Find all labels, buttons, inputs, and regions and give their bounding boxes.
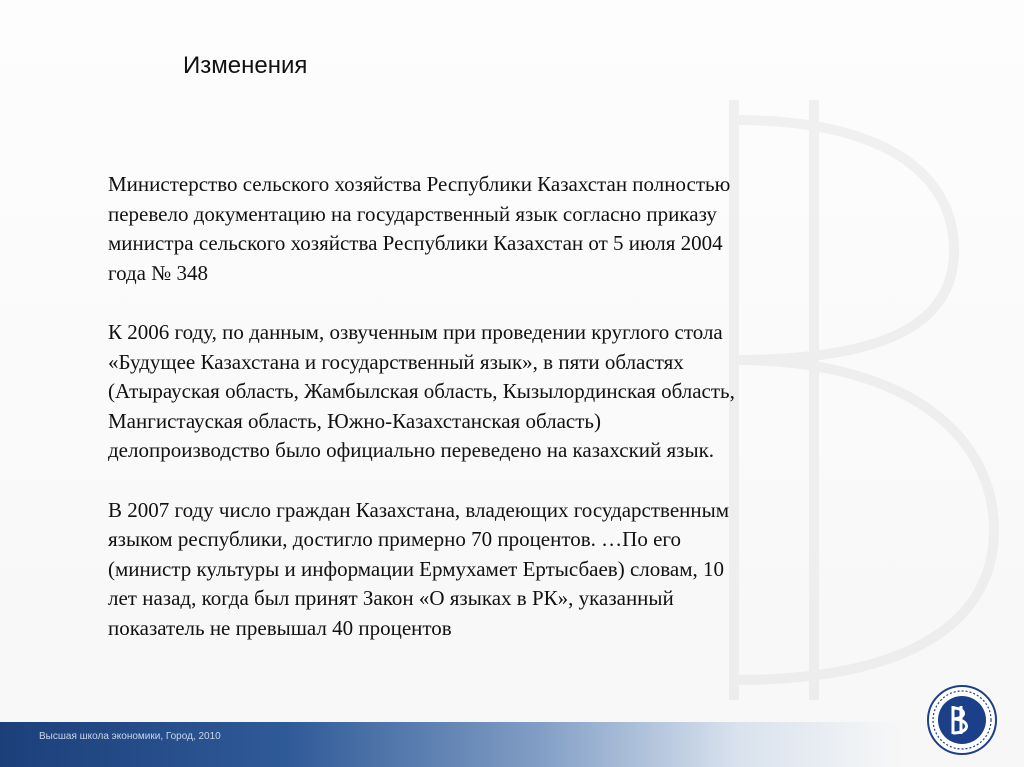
- paragraph: В 2007 году число граждан Казахстана, владеющих государственным языком республики, достигло примерно 70 процентов. …По его (министр культуры и информации Ермухамет Ертысбаев) словам, 10 лет назад, когда был принят Закон «О языках в РК», указанный показатель не превышал 40 процентов: [108, 497, 730, 640]
- footer-bar: [0, 722, 1024, 767]
- paragraph: К 2006 году, по данным, озвученным при проведении круглого стола «Будущее Казахстана и государственный язык», в пяти областях (Атырауская область, Жамбылская область, Кызылординская область, Мангистауская область, Южно-Казахстанская область) делопроизводство было официально переведено на казахский язык.: [108, 320, 735, 462]
- paragraph: Министерство сельского хозяйства Республики Казахстан полностью перевело документацию на государственный язык согласно приказу министра сельского хозяйства Республики Казахстан от 5 июля 2004 года № 348: [108, 172, 731, 285]
- hse-logo-icon: [926, 684, 998, 756]
- footer-text: Высшая школа экономики, Город, 2010: [39, 731, 221, 742]
- slide-body: [108, 170, 898, 673]
- slide-title: Изменения: [183, 52, 308, 79]
